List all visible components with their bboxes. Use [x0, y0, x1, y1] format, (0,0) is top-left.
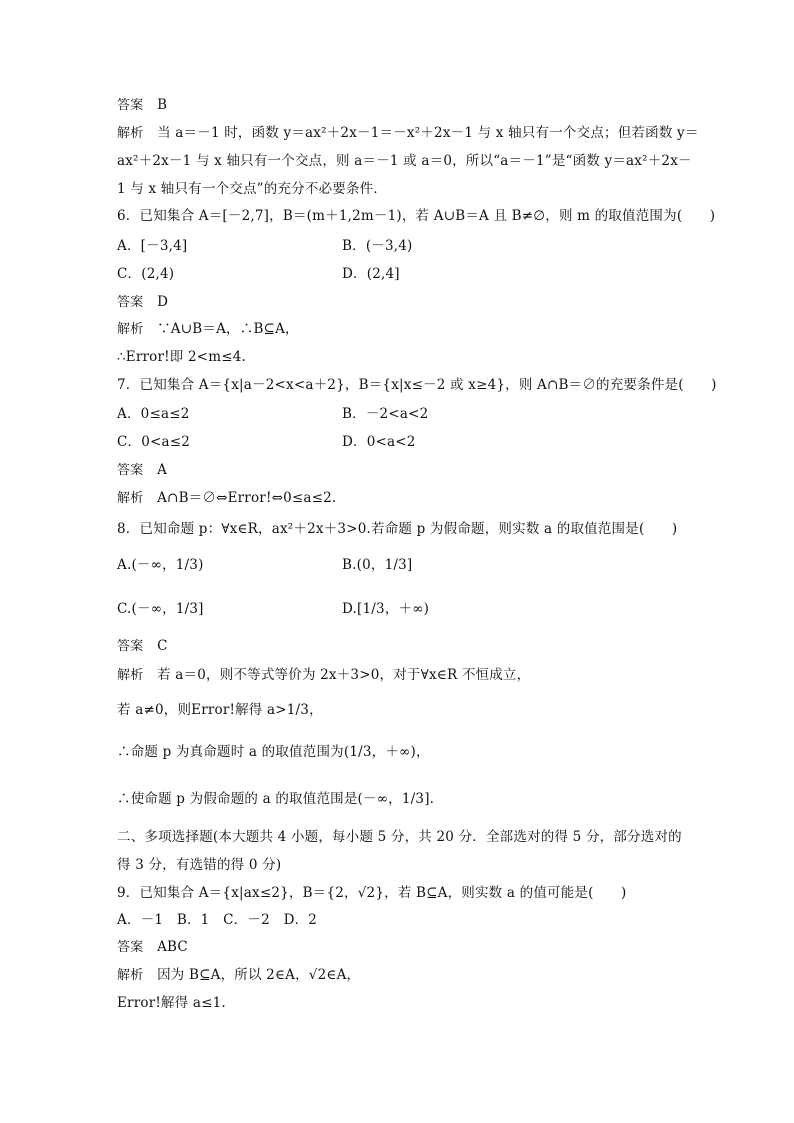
text-line: ∴Error!即 2<m≤4. — [117, 349, 247, 365]
option-c: C.(－∞，1/3] — [117, 601, 204, 617]
question-9: 9．已知集合 A＝{x|ax≤2}，B＝{2，√2}，若 B⊆A，则实数 a 的值可能是( ) — [117, 885, 627, 901]
option-a: A．[－3,4] — [117, 238, 188, 254]
text-line: 解析 A∩B＝∅⇔Error!⇔0≤a≤2. — [117, 490, 337, 506]
section-heading: 二、多项选择题(本大题共 4 小题，每小题 5 分，共 20 分．全部选对的得 5 分，部分选对的 — [117, 829, 682, 845]
text-line: ∴命题 p 为真命题时 a 的取值范围为(1/3，＋∞)， — [117, 744, 430, 760]
question-7: 7．已知集合 A＝{x|a－2<x<a＋2}，B＝{x|x≤－2 或 x≥4}，则 A∩B＝∅的充要条件是( ) — [117, 377, 717, 393]
text-line: 答案 A — [117, 462, 168, 478]
text-line: 答案 D — [117, 294, 169, 310]
text-line: 解析 若 a＝0，则不等式等价为 2x＋3>0，对于∀x∈R 不恒成立， — [117, 667, 531, 683]
option-d: D．0<a<2 — [342, 434, 416, 450]
text-line: 解析 ∵A∪B＝A，∴B⊆A， — [117, 321, 299, 337]
text-line: ax²＋2x－1 与 x 轴只有一个交点，则 a＝－1 或 a＝0，所以“a＝－1”是“函数 y＝ax²＋2x－ — [117, 153, 692, 169]
text-line: 若 a≠0，则Error!解得 a>1/3， — [117, 702, 323, 718]
question-6: 6．已知集合 A＝[－2,7]，B＝(m＋1,2m－1)，若 A∪B＝A 且 B≠∅，则 m 的取值范围为( ) — [117, 208, 716, 224]
option-c: C．(2,4) — [117, 266, 175, 282]
option-a: A．0≤a≤2 — [117, 406, 190, 422]
option-c: C．0<a≤2 — [117, 434, 191, 450]
option-d: D.[1/3，＋∞) — [342, 601, 430, 617]
text-line: ∴使命题 p 为假命题的 a 的取值范围是(－∞，1/3]. — [117, 791, 435, 807]
option-d: D．(2,4] — [342, 266, 400, 282]
question-8: 8．已知命题 p：∀x∈R，ax²＋2x＋3>0.若命题 p 为假命题，则实数 a 的取值范围是( ) — [117, 521, 678, 537]
text-line: 答案 C — [117, 638, 168, 654]
text-line: 答案 ABC — [117, 939, 188, 955]
text-line: 答案 B — [117, 97, 168, 113]
options-line: A．－1 B．1 C．－2 D．2 — [117, 912, 318, 928]
text-line: 解析 因为 B⊆A，所以 2∈A，√2∈A， — [117, 967, 361, 983]
option-a: A.(－∞，1/3) — [117, 557, 204, 573]
option-b: B．－2<a<2 — [342, 406, 429, 422]
text-line: 1 与 x 轴只有一个交点”的充分不必要条件． — [117, 181, 388, 197]
text-line: 得 3 分，有选错的得 0 分) — [117, 857, 282, 873]
text-line: 解析 当 a＝－1 时，函数 y＝ax²＋2x－1＝－x²＋2x－1 与 x 轴只有一个交点；但若函数 y＝ — [117, 125, 699, 141]
text-line: Error!解得 a≤1. — [117, 995, 226, 1011]
option-b: B．(－3,4) — [342, 238, 413, 254]
option-b: B.(0，1/3] — [342, 557, 413, 573]
